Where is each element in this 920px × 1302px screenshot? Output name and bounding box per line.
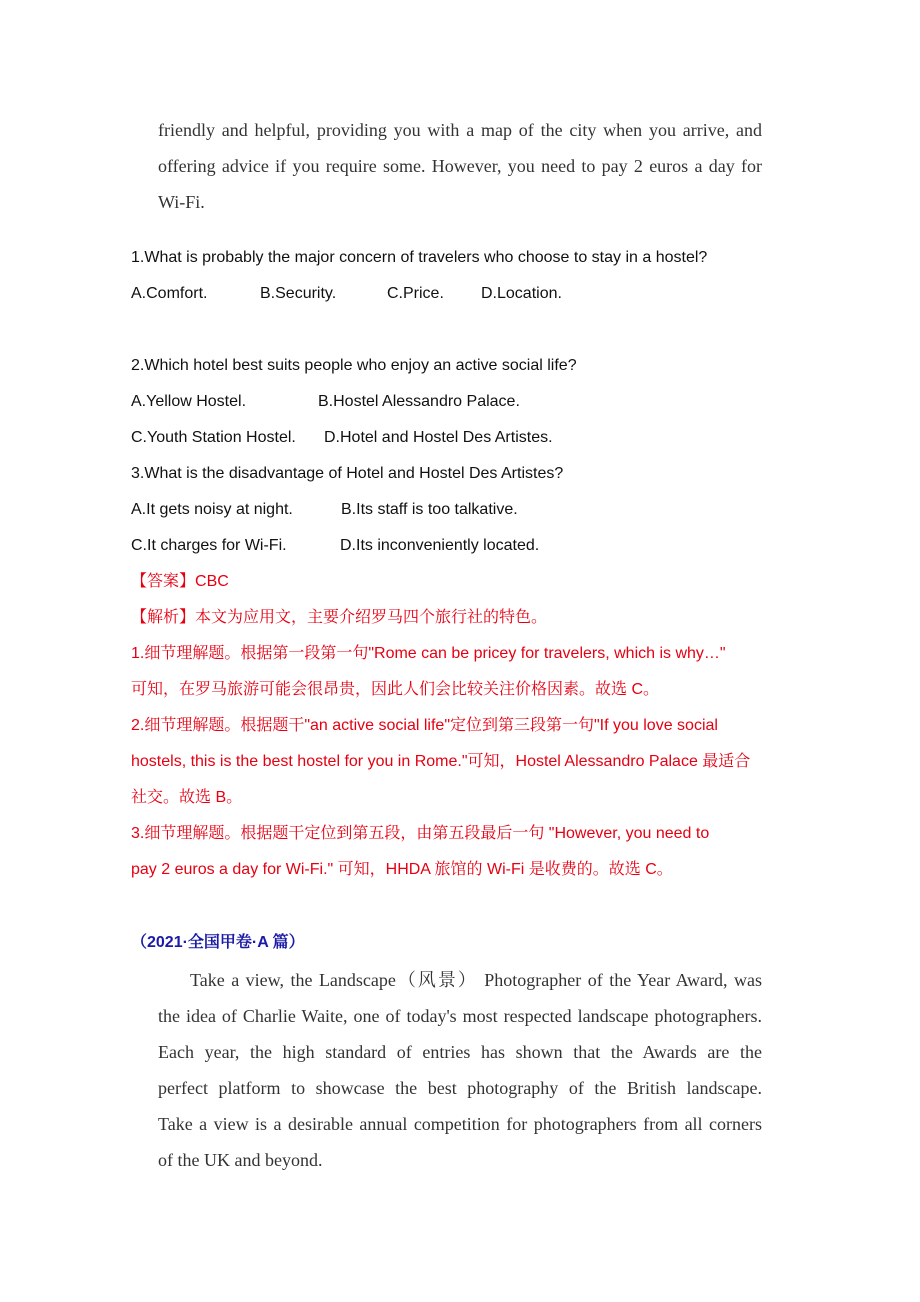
analysis-intro-line bbox=[131, 605, 547, 631]
analysis-line-1: 1.细节理解题。根据第一段第一句"Rome can be pricey for travelers, which is why…" bbox=[131, 645, 726, 662]
question-3-options-row-1 bbox=[131, 497, 518, 523]
q2-option-d: D.Hotel and Hostel Des Artistes. bbox=[324, 429, 553, 446]
passage-line-2: offering advice if you require some. However, you need to pay 2 euros a day for bbox=[158, 156, 762, 176]
q3-option-a: A.It gets noisy at night. bbox=[131, 501, 293, 518]
section-line-1: Take a view, the Landscape（风景） Photographer of the Year Award, was bbox=[190, 970, 762, 990]
q3-option-c: C.It charges for Wi-Fi. bbox=[131, 537, 287, 554]
answer-value: CBC bbox=[195, 573, 229, 590]
q2-option-b: B.Hostel Alessandro Palace. bbox=[318, 393, 520, 410]
question-1-stem: 1.What is probably the major concern of travelers who choose to stay in a hostel? bbox=[131, 249, 708, 266]
analysis-line-7: pay 2 euros a day for Wi-Fi." 可知，HHDA 旅馆的 Wi-Fi 是收费的。故选 C。 bbox=[131, 861, 673, 878]
section-line-4: perfect platform to showcase the best photography of the British landscape. bbox=[158, 1078, 762, 1098]
question-2-options-row-1 bbox=[131, 389, 520, 415]
q1-option-c: C.Price. bbox=[387, 285, 444, 302]
section-line-5: Take a view is a desirable annual competition for photographers from all corners bbox=[158, 1114, 762, 1134]
section-line-2: the idea of Charlie Waite, one of today's most respected landscape photographers. bbox=[158, 1006, 762, 1026]
question-3-options-row-2 bbox=[131, 533, 539, 559]
section-heading: （2021·全国甲卷·A 篇） bbox=[131, 934, 305, 951]
passage-line-1: friendly and helpful, providing you with a map of the city when you arrive, and bbox=[158, 120, 762, 140]
analysis-line-3: 2.细节理解题。根据题干"an active social life"定位到第三段第一句"If you love social bbox=[131, 717, 718, 734]
analysis-line-5: 社交。故选 B。 bbox=[131, 789, 243, 806]
analysis-intro: 本文为应用文，主要介绍罗马四个旅行社的特色。 bbox=[195, 609, 548, 626]
section-line-6: of the UK and beyond. bbox=[158, 1150, 323, 1170]
question-3-stem: 3.What is the disadvantage of Hotel and Hostel Des Artistes? bbox=[131, 465, 564, 482]
q1-option-b: B.Security. bbox=[260, 285, 337, 302]
analysis-line-4: hostels, this is the best hostel for you in Rome."可知，Hostel Alessandro Palace 最适合 bbox=[131, 753, 751, 770]
answer-label: 【答案】 bbox=[131, 573, 196, 590]
question-1-options bbox=[131, 281, 562, 307]
q2-option-a: A.Yellow Hostel. bbox=[131, 393, 247, 410]
section-line-3: Each year, the high standard of entries has shown that the Awards are the bbox=[158, 1042, 762, 1062]
q1-option-d: D.Location. bbox=[481, 285, 562, 302]
answer-line bbox=[131, 569, 229, 595]
passage-line-3: Wi-Fi. bbox=[158, 192, 205, 212]
question-2-options-row-2 bbox=[131, 425, 553, 451]
question-2-stem: 2.Which hotel best suits people who enjoy an active social life? bbox=[131, 357, 577, 374]
analysis-line-6: 3.细节理解题。根据题干定位到第五段，由第五段最后一句 "However, you need to bbox=[131, 825, 710, 842]
q2-option-c: C.Youth Station Hostel. bbox=[131, 429, 296, 446]
analysis-label: 【解析】 bbox=[131, 609, 196, 626]
analysis-line-2: 可知，在罗马旅游可能会很昂贵，因此人们会比较关注价格因素。故选 C。 bbox=[131, 681, 660, 698]
q1-option-a: A.Comfort. bbox=[131, 285, 208, 302]
q3-option-b: B.Its staff is too talkative. bbox=[341, 501, 518, 518]
q3-option-d: D.Its inconveniently located. bbox=[340, 537, 540, 554]
